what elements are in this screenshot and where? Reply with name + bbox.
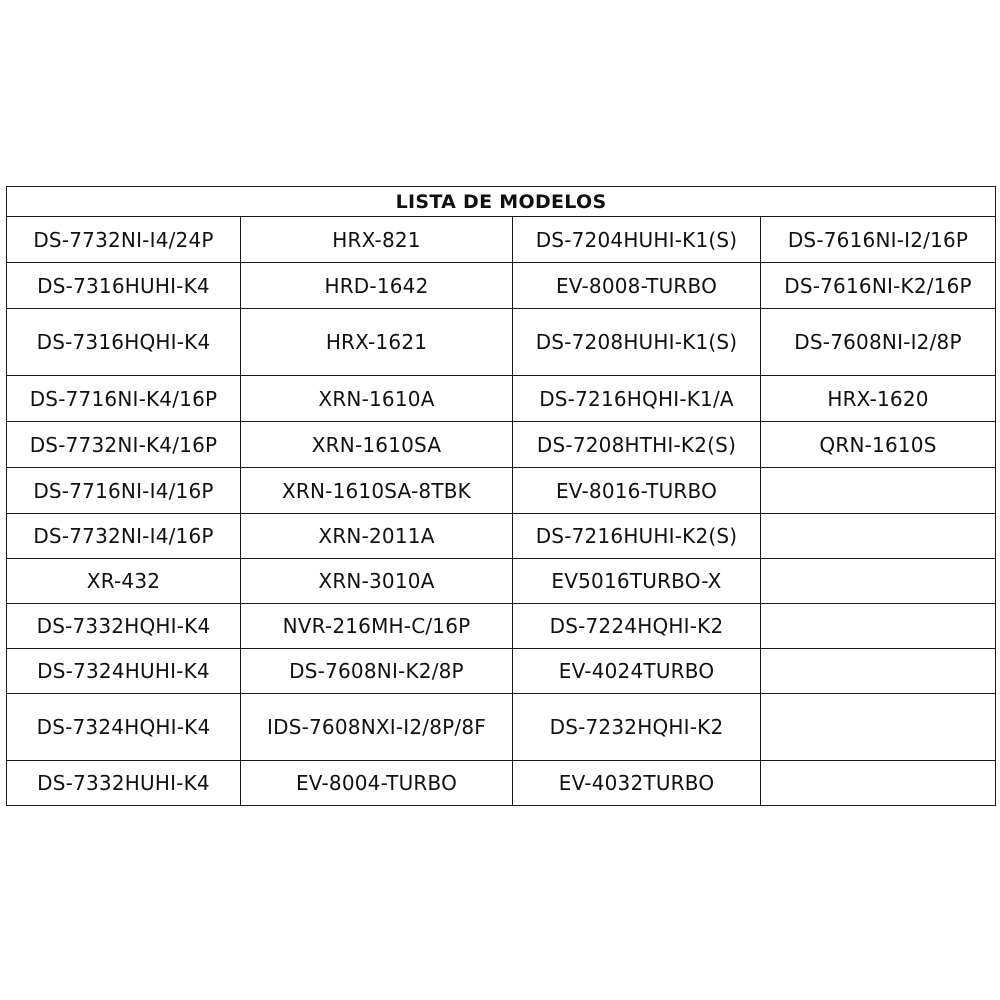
table-cell: DS-7316HQHI-K4 <box>7 309 241 376</box>
table-row <box>7 468 996 514</box>
table-cell: DS-7332HUHI-K4 <box>7 761 241 806</box>
table-cell <box>761 761 996 806</box>
table-row <box>7 694 996 761</box>
table-cell: DS-7732NI-I4/24P <box>7 217 241 263</box>
table-cell: DS-7616NI-K2/16P <box>761 263 996 309</box>
table-title-row <box>7 187 996 217</box>
table-cell: DS-7216HQHI-K1/A <box>513 376 761 422</box>
models-table <box>6 186 996 806</box>
table-row <box>7 263 996 309</box>
table-row <box>7 559 996 604</box>
table-cell: EV-8004-TURBO <box>241 761 513 806</box>
table-cell: DS-7204HUHI-K1(S) <box>513 217 761 263</box>
table-cell: EV-4024TURBO <box>513 649 761 694</box>
table-cell: DS-7332HQHI-K4 <box>7 604 241 649</box>
table-cell: XRN-3010A <box>241 559 513 604</box>
table-cell: HRX-1620 <box>761 376 996 422</box>
table-cell: EV5016TURBO-X <box>513 559 761 604</box>
table-cell: DS-7324HQHI-K4 <box>7 694 241 761</box>
table-cell: DS-7316HUHI-K4 <box>7 263 241 309</box>
table-cell <box>761 604 996 649</box>
table-cell <box>761 559 996 604</box>
table-cell: DS-7732NI-I4/16P <box>7 514 241 559</box>
table-cell: DS-7232HQHI-K2 <box>513 694 761 761</box>
table-row <box>7 649 996 694</box>
table-cell: EV-4032TURBO <box>513 761 761 806</box>
table-cell: XRN-1610SA <box>241 422 513 468</box>
table-cell: DS-7224HQHI-K2 <box>513 604 761 649</box>
table-cell: XRN-1610SA-8TBK <box>241 468 513 514</box>
table-cell: DS-7208HUHI-K1(S) <box>513 309 761 376</box>
table-title: LISTA DE MODELOS <box>7 187 996 217</box>
table-cell: IDS-7608NXI-I2/8P/8F <box>241 694 513 761</box>
table-cell: DS-7732NI-K4/16P <box>7 422 241 468</box>
table-cell: XRN-2011A <box>241 514 513 559</box>
table-cell: HRX-1621 <box>241 309 513 376</box>
table-row <box>7 217 996 263</box>
table-body <box>7 217 996 806</box>
table-cell: NVR-216MH-C/16P <box>241 604 513 649</box>
table-cell: HRX-821 <box>241 217 513 263</box>
table-cell: HRD-1642 <box>241 263 513 309</box>
table-cell: EV-8016-TURBO <box>513 468 761 514</box>
table-row <box>7 761 996 806</box>
table-cell: DS-7716NI-K4/16P <box>7 376 241 422</box>
table-cell <box>761 468 996 514</box>
table-cell: DS-7608NI-I2/8P <box>761 309 996 376</box>
table-cell: DS-7208HTHI-K2(S) <box>513 422 761 468</box>
table-cell: DS-7716NI-I4/16P <box>7 468 241 514</box>
table-row <box>7 376 996 422</box>
table-cell: XRN-1610A <box>241 376 513 422</box>
table-cell: DS-7324HUHI-K4 <box>7 649 241 694</box>
table-cell: DS-7608NI-K2/8P <box>241 649 513 694</box>
table-row <box>7 514 996 559</box>
table-cell: QRN-1610S <box>761 422 996 468</box>
table-cell: DS-7216HUHI-K2(S) <box>513 514 761 559</box>
table-cell <box>761 694 996 761</box>
table-row <box>7 604 996 649</box>
table-row <box>7 422 996 468</box>
table-cell <box>761 514 996 559</box>
table-row <box>7 309 996 376</box>
table-cell: EV-8008-TURBO <box>513 263 761 309</box>
table-cell: DS-7616NI-I2/16P <box>761 217 996 263</box>
table-cell <box>761 649 996 694</box>
table-cell: XR-432 <box>7 559 241 604</box>
